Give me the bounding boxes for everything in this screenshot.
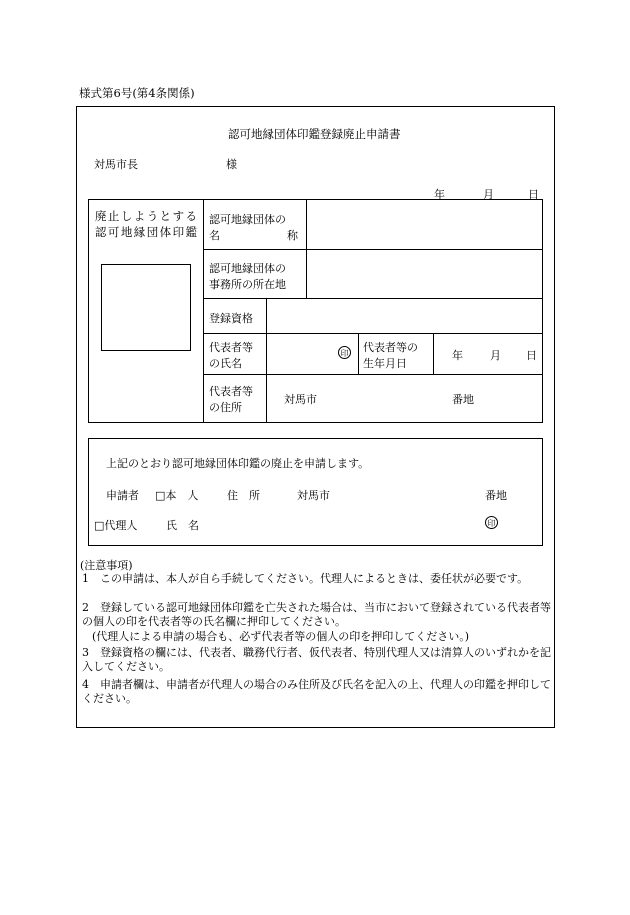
- page-title: 認可地縁団体印鑑登録廃止申請書: [228, 127, 401, 141]
- table-divider: [358, 333, 359, 374]
- table-divider: [203, 199, 204, 423]
- rep-address-banchi: 番地: [452, 393, 474, 406]
- birth-month: 月: [490, 349, 501, 362]
- birth-day: 日: [526, 349, 537, 362]
- proxy-checkbox-label: □代理人: [94, 519, 138, 532]
- birth-year: 年: [452, 349, 463, 362]
- applicant-name-label: 氏 名: [166, 519, 199, 532]
- group-name-label-sho: 称: [287, 229, 298, 242]
- seal-impression-box: [101, 264, 191, 351]
- seal-section-label: 廃止しようとする認可地縁団体印鑑: [95, 209, 198, 239]
- notes-heading: (注意事項): [80, 559, 133, 572]
- rep-name-label: 代表者等: [209, 341, 253, 354]
- rep-birth-label-2: 生年月日: [363, 357, 407, 370]
- qualification-label: 登録資格: [209, 312, 253, 325]
- note-1: 1 この申請は、本人が自ら手続してください。代理人によるときは、委任状が必要です。: [82, 572, 529, 585]
- group-name-label: 認可地縁団体の: [209, 213, 286, 226]
- date-month: 月: [483, 188, 494, 201]
- table-divider: [433, 333, 434, 374]
- rep-address-city: 対馬市: [284, 393, 317, 406]
- table-divider: [203, 249, 543, 250]
- table-divider: [203, 374, 543, 375]
- office-address-label-2: 事務所の所在地: [209, 278, 286, 291]
- applicant-seal-icon: 印: [485, 516, 498, 529]
- table-divider: [203, 298, 543, 299]
- table-divider: [203, 333, 543, 334]
- addressee-suffix: 様: [226, 158, 237, 171]
- note-2: 2 登録している認可地縁団体印鑑を亡失された場合は、当市において登録されている代表者等の個人の印を代表者等の氏名欄に押印してください。: [82, 601, 551, 628]
- applicant-label: 申請者: [106, 489, 139, 502]
- note-2-supplement: (代理人による申請の場合も、必ず代表者等の個人の印を押印してください。): [92, 630, 470, 643]
- rep-address-label-2: の住所: [209, 401, 242, 414]
- applicant-city: 対馬市: [297, 489, 330, 502]
- rep-birth-label: 代表者等の: [363, 341, 418, 354]
- applicant-address-label: 住 所: [227, 489, 260, 502]
- date-day: 日: [528, 188, 539, 201]
- applicant-banchi: 番地: [485, 489, 507, 502]
- self-checkbox-label: □本 人: [155, 489, 199, 502]
- rep-name-label-2: の氏名: [209, 357, 242, 370]
- note-4: 4 申請者欄は、申請者が代理人の場合のみ住所及び氏名を記入の上、代理人の印鑑を押印してください。: [82, 678, 551, 705]
- group-name-label-na: 名: [209, 229, 220, 242]
- rep-address-label: 代表者等: [209, 385, 253, 398]
- date-year: 年: [434, 188, 445, 201]
- addressee: 対馬市長: [94, 158, 138, 171]
- table-divider: [266, 298, 267, 423]
- seal-mark-icon: 印: [338, 346, 351, 359]
- office-address-label: 認可地縁団体の: [209, 262, 286, 275]
- form-number: 様式第6号(第4条関係): [79, 86, 195, 100]
- note-3: 3 登録資格の欄には、代表者、職務代行者、仮代表者、特別代理人又は清算人のいずれかを記入してください。: [82, 646, 551, 673]
- table-divider: [306, 199, 307, 299]
- application-statement: 上記のとおり認可地縁団体印鑑の廃止を申請します。: [106, 457, 370, 470]
